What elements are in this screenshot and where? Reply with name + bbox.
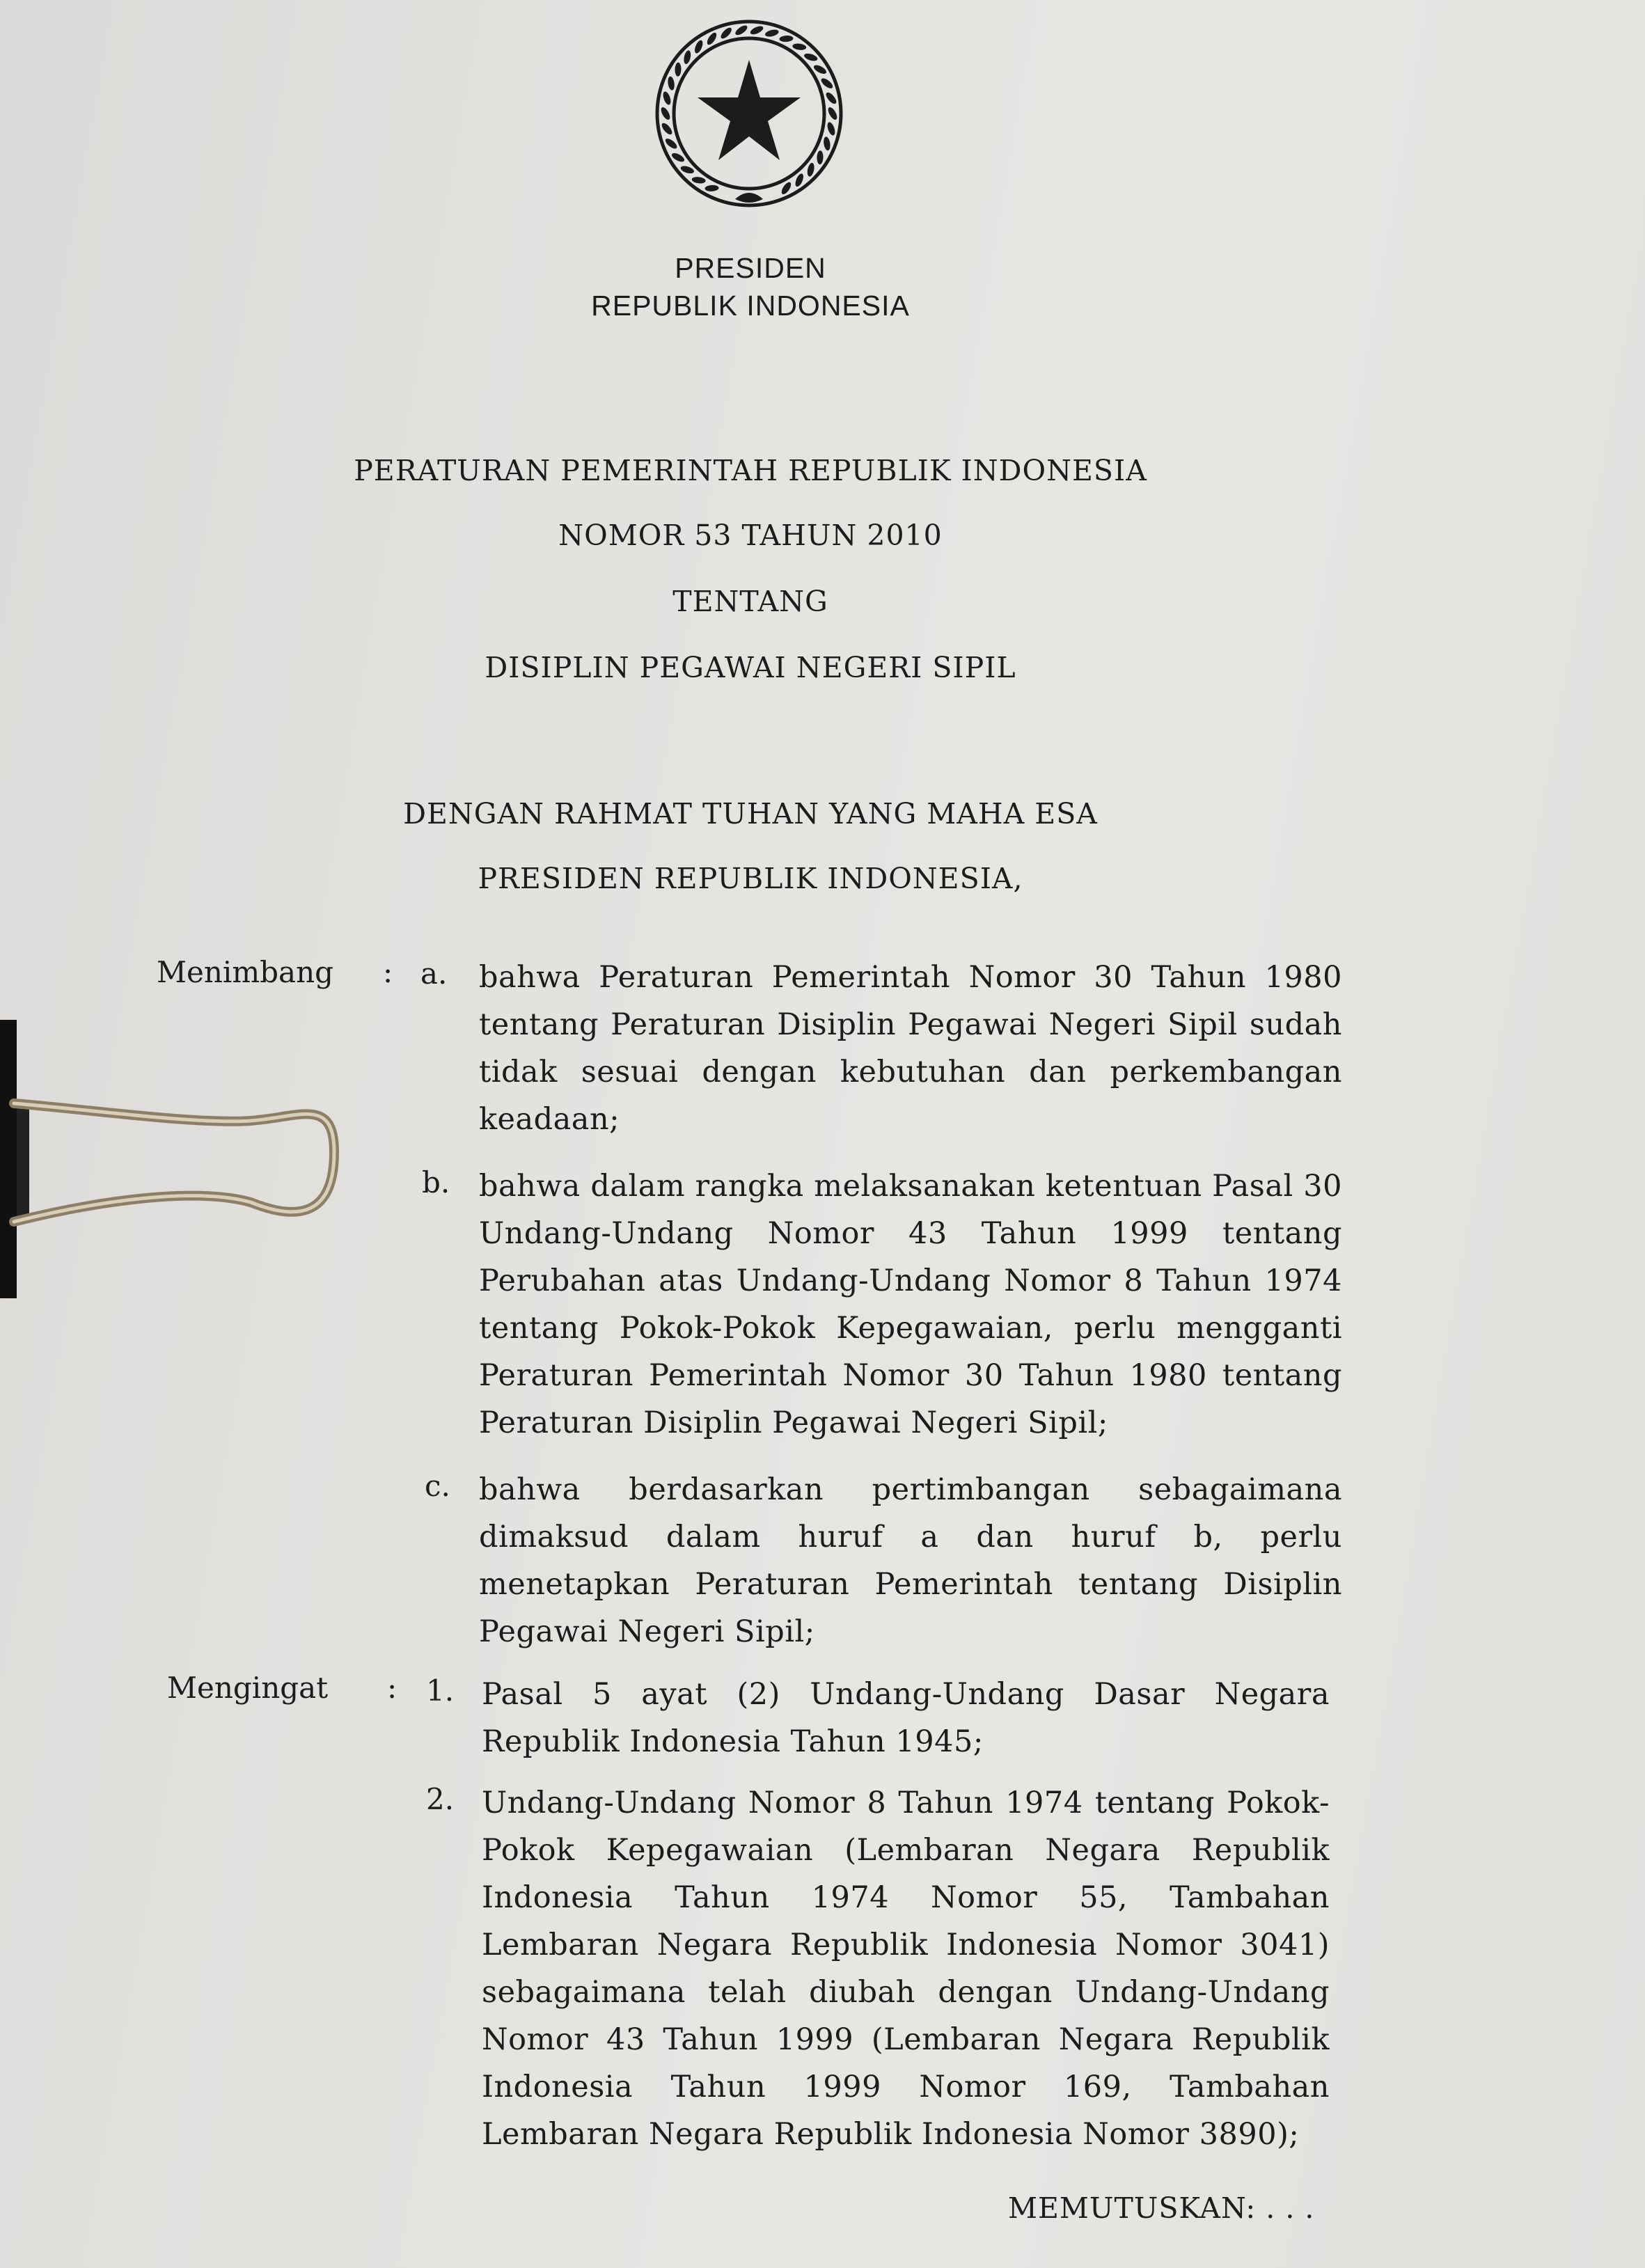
wreath-leaf <box>779 35 794 42</box>
list-marker: 1. <box>426 1674 455 1708</box>
wreath-leaf <box>663 137 678 151</box>
wreath-leaf <box>661 90 672 106</box>
wreath-leaf <box>683 49 692 64</box>
wreath-leaf <box>691 176 706 184</box>
section-colon: : <box>387 1671 398 1705</box>
list-marker: c. <box>425 1469 450 1503</box>
preamble-presiden: PRESIDEN REPUBLIK INDONESIA, <box>478 862 1023 895</box>
garuda-star-emblem-icon <box>646 13 852 214</box>
preamble-rahmat: DENGAN RAHMAT TUHAN YANG MAHA ESA <box>403 797 1098 830</box>
list-item: Undang-Undang Nomor 8 Tahun 1974 tentang Pokok-Pokok Kepegawaian (Lembaran Negara Republik Indonesia Tahun 1974 Nomor 55, Tambahan Lembaran Negara Republik Indonesia Nomor 3041) sebagaimana telah diubah dengan Undang-Undang Nomor 43 Tahun 1999 (Lembaran Negara Republik Indonesia Tahun 1999 Nomor 169, Tambahan Lembaran Negara Republik Indonesia Nomor 3890); <box>482 1786 1330 2152</box>
wreath-leaf <box>749 24 764 36</box>
wreath-leaf <box>826 106 839 121</box>
wreath-leaf <box>824 90 838 105</box>
wreath-leaf <box>659 106 672 121</box>
section-label-mengingat: Mengingat <box>167 1671 329 1705</box>
header-line-republik: REPUBLIK INDONESIA <box>591 290 910 322</box>
wreath-leaf <box>734 24 749 37</box>
list-marker: a. <box>420 956 448 991</box>
list-marker: b. <box>422 1165 450 1199</box>
wreath-leaf <box>764 29 780 38</box>
wreath-leaf <box>792 42 807 50</box>
wreath-leaf <box>667 76 675 90</box>
wreath-leaf <box>660 121 674 136</box>
wreath-leaf <box>806 162 815 177</box>
title-number: NOMOR 53 TAHUN 2010 <box>558 519 943 552</box>
title-subject: DISIPLIN PEGAWAI NEGERI SIPIL <box>485 651 1016 684</box>
wreath-leaf <box>675 63 682 77</box>
list-item: bahwa Peraturan Pemerintah Nomor 30 Tahun 1980 tentang Peraturan Disiplin Pegawai Negeri Sipil sudah tidak sesuai dengan kebutuhan dan perkembangan keadaan; <box>479 960 1342 1137</box>
list-marker: 2. <box>426 1782 455 1816</box>
wreath-leaf <box>719 26 733 40</box>
wreath-leaf <box>803 52 819 63</box>
title-regulation: PERATURAN PEMERINTAH REPUBLIK INDONESIA <box>354 454 1147 487</box>
wreath-leaf <box>819 77 834 90</box>
wreath-leaf <box>823 136 831 151</box>
header-line-presiden: PRESIDEN <box>675 252 826 284</box>
wreath-leaf <box>817 150 824 164</box>
section-colon: : <box>383 955 393 989</box>
list-item: bahwa berdasarkan pertimbangan sebagaimana dimaksud dalam huruf a dan huruf b, perlu menetapkan Peraturan Pemerintah tentang Disiplin Pegawai Negeri Sipil; <box>479 1472 1342 1649</box>
wreath-leaf <box>705 184 719 191</box>
list-item: bahwa dalam rangka melaksanakan ketentuan Pasal 30 Undang-Undang Nomor 43 Tahun 1999 tentang Perubahan atas Undang-Undang Nomor 8 Tahun 1974 tentang Pokok-Pokok Kepegawaian, perlu mengganti Peraturan Pemerintah Nomor 30 Tahun 1980 tentang Peraturan Disiplin Pegawai Negeri Sipil; <box>479 1169 1342 1440</box>
wreath-leaf <box>679 164 695 175</box>
continuation-text: MEMUTUSKAN: . . . <box>1008 2191 1315 2225</box>
title-tentang: TENTANG <box>672 585 828 618</box>
section-label-menimbang: Menimbang <box>157 955 334 989</box>
binder-clip-icon <box>0 1020 348 1305</box>
list-item: Pasal 5 ayat (2) Undang-Undang Dasar Negara Republik Indonesia Tahun 1945; <box>482 1677 1330 1759</box>
wreath-leaf <box>826 121 836 136</box>
